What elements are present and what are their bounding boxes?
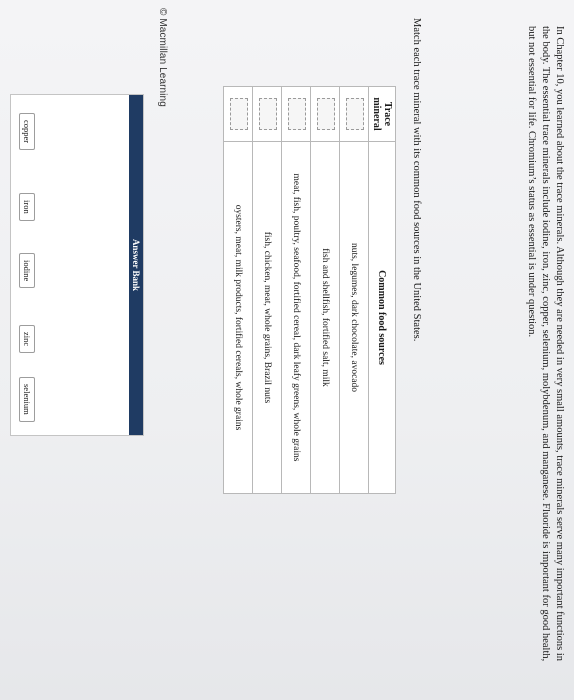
food-sources-cell: oysters, meat, milk products, fortified cereals, whole grains: [224, 142, 253, 494]
drop-target-4[interactable]: [260, 98, 278, 130]
answer-chip-iron[interactable]: iron: [19, 193, 35, 221]
food-sources-cell: nuts, legumes, dark chocolate, avocado: [340, 142, 369, 494]
food-sources-cell: meat, fish, poultry, seafood, fortified cereal, dark leafy greens, whole grains: [282, 142, 311, 494]
drop-cell: [282, 87, 311, 142]
answer-chip-copper[interactable]: copper: [19, 113, 35, 150]
drop-cell: [340, 87, 369, 142]
matching-table: [223, 86, 396, 494]
drop-target-5[interactable]: [231, 98, 249, 130]
answer-chip-selenium[interactable]: selenium: [19, 377, 35, 422]
table-row: [282, 87, 311, 494]
answer-chip-iodine[interactable]: iodine: [19, 253, 35, 288]
answer-bank: [10, 94, 144, 436]
food-sources-cell: fish, chicken, meat, whole grains, Brazil nuts: [253, 142, 282, 494]
drop-target-1[interactable]: [347, 98, 365, 130]
drop-cell: [311, 87, 340, 142]
drop-target-3[interactable]: [289, 98, 307, 130]
answer-bank-title: Answer Bank: [129, 95, 143, 435]
header-trace-mineral: Trace mineral: [369, 87, 396, 142]
drop-cell: [253, 87, 282, 142]
intro-paragraph: In Chapter 10, you learned about the trace minerals. Although they are needed in very small amounts, trace minerals serve many important functions in the body. The essential trace minerals include iodine, iron, zinc, copper, selenium, molybdenum, and manganese. Fluoride is important for good health, but not essential for life. Chromium’s status as essential is under question.: [526, 26, 565, 662]
table-row: [311, 87, 340, 494]
food-sources-cell: fish and shellfish, fortified salt, milk: [311, 142, 340, 494]
table-row: [340, 87, 369, 494]
table-header-row: [369, 87, 396, 494]
answer-chip-zinc[interactable]: zinc: [19, 325, 35, 353]
question-instruction: Match each trace mineral with its common food sources in the United States.: [411, 18, 422, 342]
publisher-brand: © Macmillan Learning: [157, 8, 168, 107]
table-row: [253, 87, 282, 494]
drop-cell: [224, 87, 253, 142]
table-row: [224, 87, 253, 494]
drop-target-2[interactable]: [318, 98, 336, 130]
answer-bank-items: [11, 95, 129, 435]
header-common-food-sources: Common food sources: [369, 142, 396, 494]
